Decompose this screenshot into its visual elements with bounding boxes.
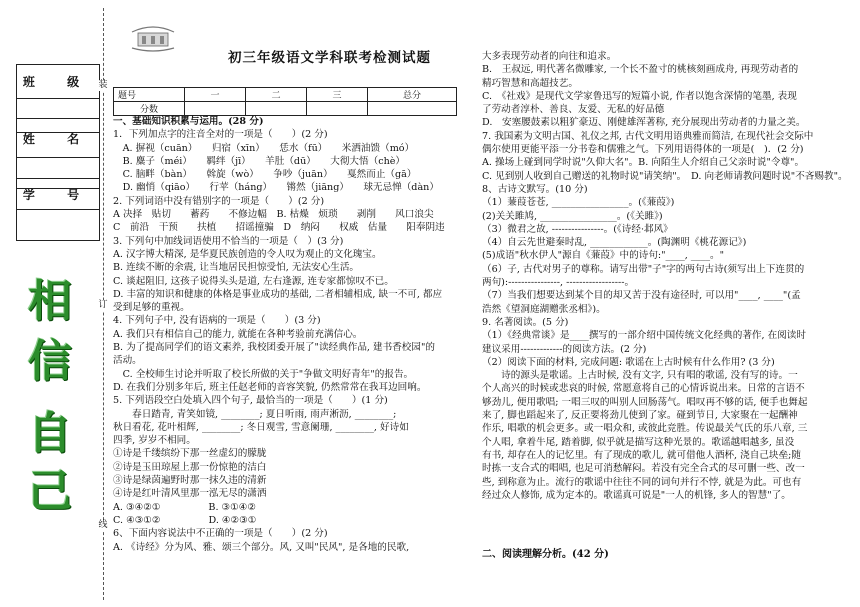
question-text-line: D. 幽悄（qiāo） 行苹（háng） 锵然（jiāng） 球无忌惮（dàn） — [113, 182, 439, 194]
slogan-char-3: 自 — [28, 408, 72, 459]
question-text-line: D. 安塞腰鼓素以粗犷豪迈、刚健雄浑著称, 充分展现出劳动者的力量之美。 — [482, 117, 806, 129]
slogan-char-2: 信 — [28, 336, 72, 387]
left-question-column — [113, 115, 473, 554]
question-text-line: 时拣一支合式的唱唱, 也足可消愁解闷。若没有完全合式的尽可删一些、改一 — [482, 463, 805, 475]
question-text-line: 些, 到称意为止。流行的歌谣中往往不同的词句并行不悖, 就是为此。可也有 — [482, 476, 802, 488]
question-text-line: A. 汉字博大精深, 是华夏民族创造的令人叹为观止的文化瑰宝。 — [113, 248, 382, 260]
question-text-line: 偶尔使用更能平添一分书卷和儒雅之气。下列用语得体的一项是( )．(2 分) — [482, 144, 804, 156]
question-text-line: 诗的源头是歌谣。上古时候, 没有文字, 只有唱的歌谣, 没有写的诗。一 — [482, 370, 798, 382]
student-id-field-box — [16, 178, 100, 241]
question-text-line: 够劲儿, 便用歌唱; 一唱三叹的叫别人回肠荡气。唱叹再不够的话, 便手也舞起 — [482, 396, 808, 408]
question-text-line: C. 《社戏》是现代文学家鲁迅写的短篇小说, 作者以饱含深情的笔墨, 表现 — [482, 90, 797, 102]
class-label: 班 级 — [17, 65, 99, 99]
score-header-cell: 二 — [246, 88, 307, 102]
question-text-line: （6）子, 古代对男子的尊称。请写出带"子"字的两句古诗(须写出上下连贯的 — [482, 263, 805, 275]
question-text-line: A. 《诗经》分为风、雅、颂三个部分。风, 又叫"民风", 是各地的民歌, — [113, 541, 410, 553]
score-header-cell: 总分 — [368, 88, 457, 102]
section-two-heading: 二、阅读理解分析。(42 分) — [482, 549, 609, 560]
question-text-line: C. 谈起阻旧, 这孩子说得头头是道, 左右逢源, 连专家都惊叹不已。 — [113, 275, 394, 287]
student-id-label: 学 号 — [17, 179, 99, 210]
score-header-cell: 三 — [307, 88, 368, 102]
question-text-line: B. 王叔远, 明代著名微雕家, 一个长不盈寸的桃核刻画成舟, 再现劳动者的 — [482, 64, 799, 76]
question-text-line: 四季, 岁岁不相同。 — [113, 435, 196, 447]
school-crest-logo — [128, 20, 178, 54]
question-text-line: （7）当我们想要达到某个目的却又苦于没有途径时, 可以用"____, ____"(孟 — [482, 290, 801, 302]
question-text-line: B. 为了提高同学们的语文素养, 我校团委开展了"读经典作品, 建书香校园"的 — [113, 342, 435, 354]
binding-mark-3: 线 — [96, 520, 110, 531]
right-question-column — [482, 50, 854, 502]
score-table — [113, 87, 457, 116]
question-text-line: （4）自云先世避秦时乱, ____________。(陶渊明《桃花源记》) — [482, 237, 747, 249]
question-text-line: 一、基础知识积累与运用。(28 分) — [113, 116, 264, 127]
question-text-line: C. 脑畔（bàn） 斡旋（wò） 争吵（juān） 戛然而止（gā） — [113, 169, 417, 181]
question-text-line: 9. 名著阅读。(5 分) — [482, 316, 569, 328]
question-text-line: B. 连续不断的余震, 让当地居民担惊受怕, 无法安心生活。 — [113, 262, 360, 274]
binding-mark-1: 装 — [96, 80, 110, 91]
question-text-line: 浩然《望洞庭湖赠张丞相》)。 — [482, 303, 606, 315]
question-text-line: 6、下面内容说法中不正确的一项是（ ）(2 分) — [113, 528, 328, 540]
question-text-line: A 决择 贴切 蓄药 不修边幅 B. 枯燥 烦琐 剥削 风口浪尖 — [113, 209, 434, 221]
binding-mark-2: 订 — [96, 300, 110, 311]
question-text-line: A. 我们只有相信自己的能力, 就能在各种考验前充满信心。 — [113, 328, 363, 340]
slogan-char-4: 己 — [28, 466, 72, 517]
question-text-line: 受到足够的重视。 — [113, 302, 190, 314]
question-text-line: 7. 我国素为文明古国、礼仪之邦, 古代文明用语典雅而简洁, 在现代社会交际中 — [482, 130, 814, 142]
slogan-char-1: 相 — [28, 276, 72, 327]
name-label: 姓 名 — [17, 119, 99, 158]
score-cell[interactable] — [307, 102, 368, 116]
question-text-line: D. 在我们分别多年后, 班主任赵老师的音容笑貌, 仍然常常在我耳边回响。 — [113, 381, 427, 393]
question-text-line: 大多表现劳动者的向往和追求。 — [482, 51, 617, 62]
question-text-line: 春日踏青, 青笑如镜, ________; 夏日听雨, 雨声淅沥, ________; — [113, 408, 397, 420]
question-text-line: (2)关关雎鸠, ________________。(《关雎》) — [482, 210, 663, 222]
score-header-cell: 题号 — [114, 88, 185, 102]
question-text-line: (5)成语"秋水伊人"源自《蒹葭》中的诗句:"____, ____。" — [482, 250, 725, 262]
question-text-line: 建议采用-------------的阅读方法。(2 分) — [482, 343, 647, 355]
question-text-line: 了劳动者淳朴、善良、友爱、无私的好品德 — [482, 104, 665, 116]
question-text-line: A. 操场上碰到同学时说"久仰大名"。B. 向陌生人介绍自己父亲时说"令尊"。 — [482, 157, 805, 169]
question-text-line: 活动。 — [113, 355, 142, 367]
question-text-line: A. ③④②① B. ③①④② — [113, 501, 256, 513]
question-text-line: 秋日看花, 花叶相辉, ________; 冬日观雪, 雪意阑珊, ________, 好诗如 — [113, 421, 409, 433]
question-text-line: 两句):----------------, ------------------。 — [482, 277, 635, 289]
question-text-line: ②诗是玉田琼屋上那一份惊艳的洁白 — [113, 461, 267, 473]
question-text-line: 2. 下列词语中没有错别字的一项是（ ）(2 分) — [113, 195, 325, 207]
question-text-line: 4. 下列句子中, 没有语病的一项是（ ）(3 分) — [113, 315, 321, 327]
question-text-line: 来了, 脚也蹈起来了, 反正要将劲儿使到了家。碰到节日, 大家聚在一起酬神 — [482, 410, 798, 422]
score-cell[interactable] — [246, 102, 307, 116]
question-text-line: C. ④③①② D. ④②③① — [113, 514, 257, 526]
question-text-line: ③诗是绿茵遍野时那一抹久违的清新 — [113, 475, 267, 487]
score-header-cell: 一 — [185, 88, 246, 102]
question-text-line: 经过众人修饰, 成为定本的。歌谣真可说是"一人的机锋, 多人的智慧"了。 — [482, 489, 791, 501]
question-text-line: 5. 下列语段空白处填入四个句子, 最恰当的一项是（ ）(1 分) — [113, 395, 388, 407]
question-text-line: 个人唱, 拿着牛尾, 踏着脚, 似乎就是描写这种光景的。歌谣越唱越多, 虽没 — [482, 436, 795, 448]
question-text-line: 作乐, 唱歌的机会更多。或一唱众和, 或彼此竞胜。传说最关气氏的乐八章, 三 — [482, 423, 808, 435]
score-table-header-row — [114, 88, 457, 102]
question-text-line: （1）《经典常谈》是____撰写的一部介绍中国传统文化经典的著作, 在阅读时 — [482, 330, 806, 342]
question-text-line: 8、古诗文默写。(10 分) — [482, 183, 588, 195]
student-id-blank[interactable] — [17, 210, 99, 240]
question-text-line: 个人高兴的时候或悲哀的时候, 常愿意将自己的心情诉说出来。日常的言语不 — [482, 383, 805, 395]
question-text-line: 3. 下列句中加线词语使用不恰当的一项是（ ）(3 分) — [113, 235, 344, 247]
exam-title: 初三年级语文学科联考检测试题 — [228, 50, 431, 66]
question-text-line: 有书, 却存在人的记忆里。有了现成的歌儿, 就可借他人酒杯, 浇自己块垒;随 — [482, 449, 801, 461]
question-text-line: B. 麋子（méi） 羁绊（jī） 羊肚（dū） 大彻大悟（chè） — [113, 155, 406, 167]
score-table-value-row — [114, 102, 457, 116]
score-row-label: 分数 — [114, 102, 185, 116]
question-text-line: 1．下列加点字的注音全对的一项是（ ）(2 分) — [113, 129, 328, 141]
question-text-line: C. 见到别人收到自己赠送的礼物时说"请笑纳"。 D. 向老师请教问题时说"不吝赐教"。 — [482, 170, 848, 182]
question-text-line: （3）微君之故, ----------------。(《诗经·邶风》 — [482, 223, 673, 235]
question-text-line: C. 全校师生讨论并听取了校长所做的关于"争做文明好青年"的报告。 — [113, 368, 414, 380]
question-text-line: （2）阅读下面的材料, 完成问题: 歌谣在上古时候有什么作用? (3 分) — [482, 356, 775, 368]
question-text-line: A. 摒视（cuān） 归宿（xīn） 恁水（fū） 米洒油馈（mó） — [113, 142, 415, 154]
question-text-line: ①诗是千缕缤纷下那一丝虚幻的朦胧 — [113, 448, 267, 460]
question-text-line: ④诗是红叶清风里那一泓无尽的潇洒 — [113, 488, 267, 500]
score-cell[interactable] — [185, 102, 246, 116]
question-text-line: C 前沿 干预 扶植 招谣撞骗 D 纳闷 权威 估量 阳奉阴违 — [113, 222, 445, 234]
score-cell[interactable] — [368, 102, 457, 116]
question-text-line: D. 丰富的知识和健康的体格是事业成功的基础, 二者相辅相成, 缺一不可, 都应 — [113, 288, 443, 300]
question-text-line: （1）蒹葭苍苍, ________________。(《蒹葭》) — [482, 197, 675, 209]
question-text-line: 精巧智慧和高超技艺。 — [482, 77, 578, 89]
